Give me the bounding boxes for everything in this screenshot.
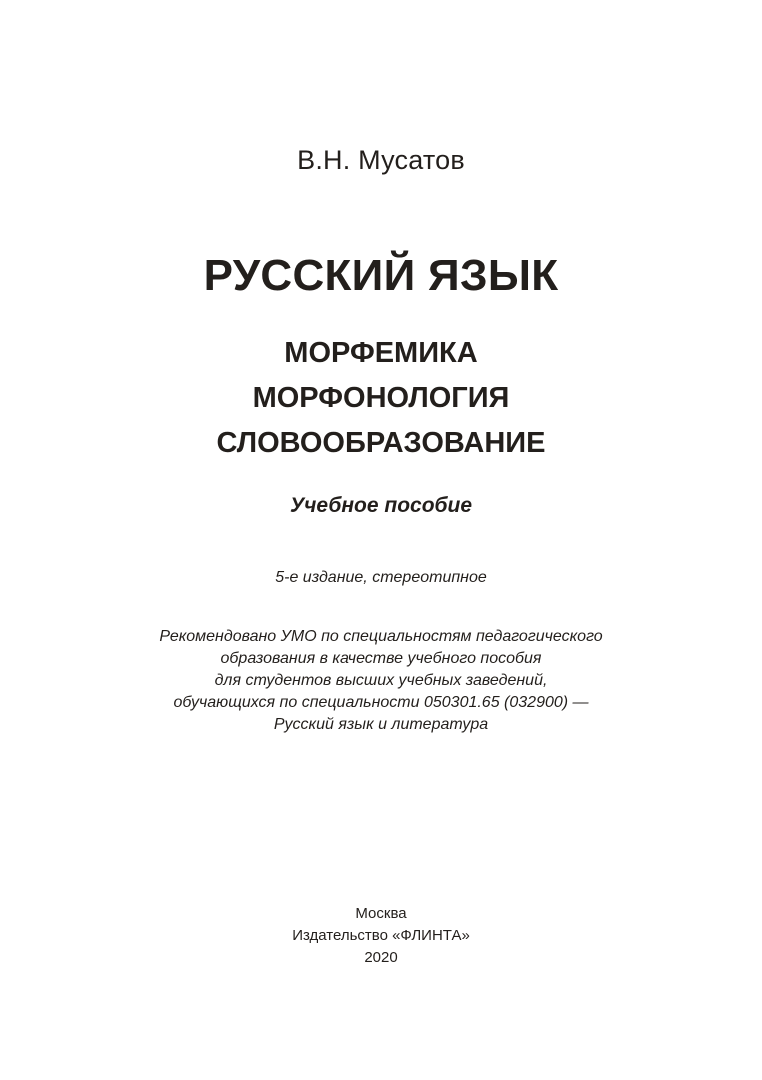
subtitle-morphemics: МОРФЕМИКА [284,337,478,369]
imprint-city: Москва [355,905,407,922]
author-name: В.Н. Мусатов [297,145,465,175]
recommendation-line: Русский язык и литература [273,716,489,733]
subtitle-block [0,331,762,466]
recommendation-line: образования в качестве учебного пособия [220,650,542,667]
recommendation-block [0,626,762,736]
imprint-year: 2020 [364,949,398,966]
recommendation-line: для студентов высших учебных заведений, [214,672,548,689]
imprint-block [0,903,762,969]
book-title: РУССКИЙ ЯЗЫК [203,251,559,300]
subtitle-morphonology: МОРФОНОЛОГИЯ [252,382,510,414]
imprint-publisher: Издательство «ФЛИНТА» [292,927,470,944]
subtitle-word-formation: СЛОВООБРАЗОВАНИЕ [216,427,546,459]
recommendation-line: Рекомендовано УМО по специальностям педагогического [159,628,603,645]
edition-note: 5-е издание, стереотипное [275,569,487,586]
book-genre: Учебное пособие [289,494,473,517]
recommendation-line: обучающихся по специальности 050301.65 (032900) — [173,694,589,711]
